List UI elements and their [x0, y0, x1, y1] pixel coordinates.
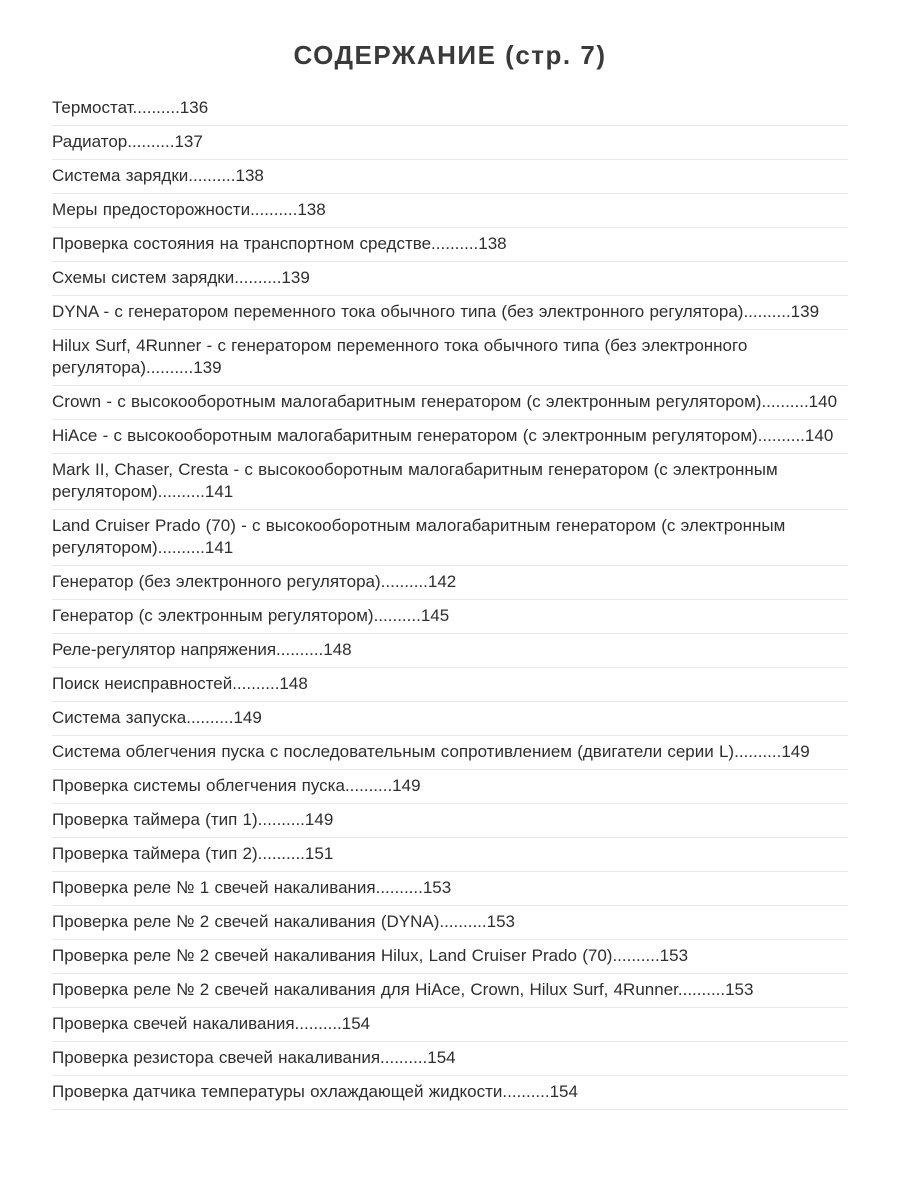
toc-entry: Меры предосторожности..........138 — [52, 194, 848, 228]
toc-entry: Проверка реле № 2 свечей накаливания Hilux, Land Cruiser Prado (70)..........153 — [52, 940, 848, 974]
toc-entry: Термостат..........136 — [52, 92, 848, 126]
toc-entry: Проверка таймера (тип 2)..........151 — [52, 838, 848, 872]
page-title: СОДЕРЖАНИЕ (стр. 7) — [293, 40, 607, 70]
toc-entry: Проверка резистора свечей накаливания..........154 — [52, 1042, 848, 1076]
toc-entry: Система запуска..........149 — [52, 702, 848, 736]
toc-entry: Генератор (с электронным регулятором)..........145 — [52, 600, 848, 634]
toc-entry: Генератор (без электронного регулятора)..........142 — [52, 566, 848, 600]
toc-entry: DYNA - с генератором переменного тока обычного типа (без электронного регулятора)..........139 — [52, 296, 848, 330]
toc-entry: Система зарядки..........138 — [52, 160, 848, 194]
toc-entry: Crown - с высокооборотным малогабаритным генератором (с электронным регулятором)..........140 — [52, 386, 848, 420]
toc-entry: Проверка реле № 2 свечей накаливания (DYNA)..........153 — [52, 906, 848, 940]
toc-entry: Радиатор..........137 — [52, 126, 848, 160]
toc-entry: Система облегчения пуска с последовательным сопротивлением (двигатели серии L)..........149 — [52, 736, 848, 770]
toc-entry: Hilux Surf, 4Runner - с генератором переменного тока обычного типа (без электронного регулятора)..........139 — [52, 330, 848, 386]
toc-entry: Проверка датчика температуры охлаждающей жидкости..........154 — [52, 1076, 848, 1110]
toc-entry: Поиск неисправностей..........148 — [52, 668, 848, 702]
toc-entry: HiAce - с высокооборотным малогабаритным генератором (с электронным регулятором)..........140 — [52, 420, 848, 454]
toc-entry: Реле-регулятор напряжения..........148 — [52, 634, 848, 668]
toc-entry: Проверка системы облегчения пуска..........149 — [52, 770, 848, 804]
toc-entry: Mark II, Chaser, Cresta - с высокооборотным малогабаритным генератором (с электронным регулятором)..........141 — [52, 454, 848, 510]
toc-entry: Схемы систем зарядки..........139 — [52, 262, 848, 296]
toc-entry: Проверка свечей накаливания..........154 — [52, 1008, 848, 1042]
toc-entry: Проверка реле № 2 свечей накаливания для HiAce, Crown, Hilux Surf, 4Runner..........153 — [52, 974, 848, 1008]
toc-entry: Проверка реле № 1 свечей накаливания..........153 — [52, 872, 848, 906]
toc-list — [0, 92, 900, 1110]
toc-entry: Проверка таймера (тип 1)..........149 — [52, 804, 848, 838]
toc-entry: Проверка состояния на транспортном средстве..........138 — [52, 228, 848, 262]
toc-entry: Land Cruiser Prado (70) - с высокооборотным малогабаритным генератором (с электронным регулятором)..........141 — [52, 510, 848, 566]
